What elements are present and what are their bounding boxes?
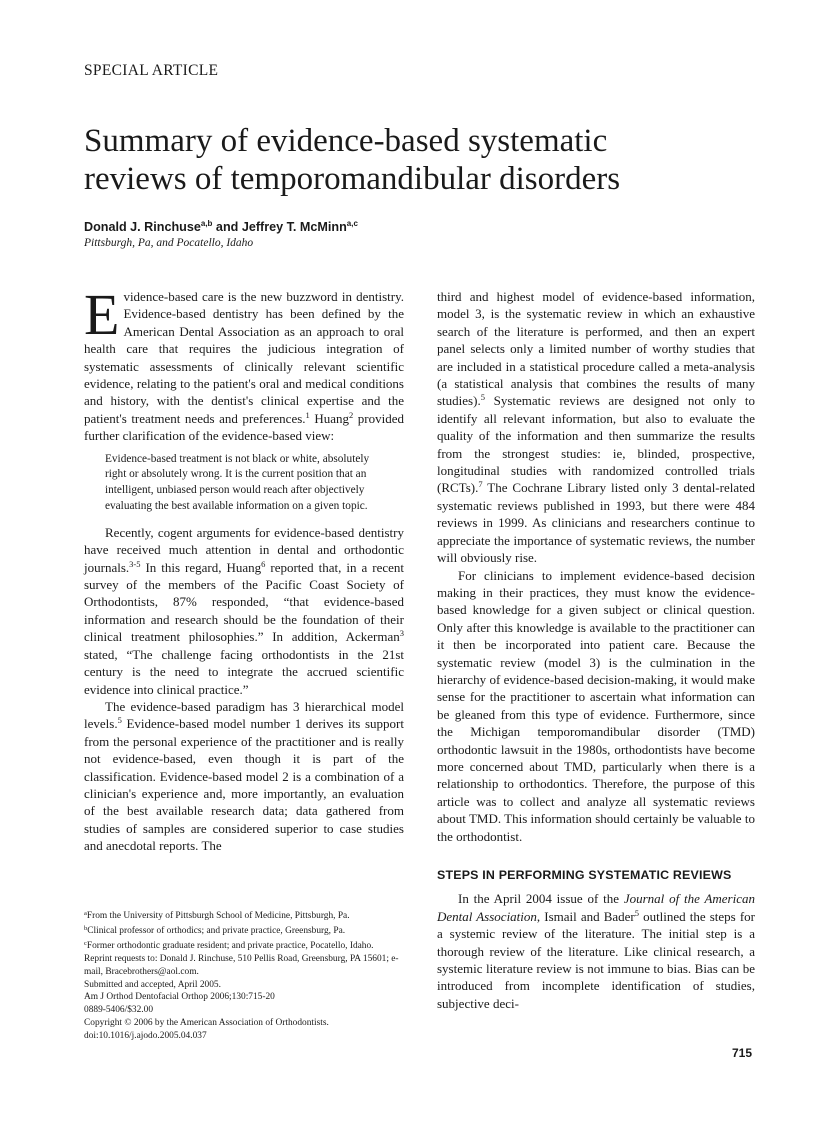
text-run: In this regard, Huang — [140, 559, 262, 575]
paragraph — [437, 288, 755, 567]
footnotes — [84, 908, 404, 1043]
right-column — [437, 288, 755, 1012]
reference-mark[interactable]: 5 — [117, 715, 122, 726]
journal-citation: Am J Orthod Dentofacial Orthop 2006;130:715-20 — [84, 992, 275, 1003]
article-title — [84, 122, 724, 198]
author-rinchuse: Donald J. Rinchuse — [84, 220, 201, 234]
text-run: third and highest model of evidence-based information, model 3, is the systematic review in which an exhaustive search of the literature is performed, and then an expert panel selects only a limited number of worthy studies that are included in a statistical procedure called a meta-analysis (a statistical analysis that combines the results of many studies). — [437, 289, 755, 409]
footnote-c — [84, 938, 404, 953]
doi[interactable]: doi:10.1016/j.ajodo.2005.04.037 — [84, 1031, 207, 1042]
text-run: outlined the steps for a systemic review of the literature. The initial step is a thorough review of the literature. Like clinical research, a systemic literature review is not immune to bias. Bias can be introduced from incomplete identification of studies, subjective deci- — [437, 908, 755, 1011]
text-run: reported that, in a recent survey of the members of the Pacific Coast Society of Orthodontists, 87% responded, “that evidence-based information and research should be the foundation of their clinical treatment philosophies.” In addition, Ackerman — [84, 559, 404, 645]
author-mcminn: and Jeffrey T. McMinn — [212, 220, 347, 234]
text-run: The evidence-based paradigm has 3 hierarchical model levels. — [84, 698, 404, 732]
reference-mark[interactable]: 6 — [261, 558, 266, 569]
text-run: , Ismail and Bader — [536, 908, 635, 924]
section-label: SPECIAL ARTICLE — [84, 62, 219, 79]
footnote-text: Former orthodontic graduate resident; and private practice, Pocatello, Idaho. — [86, 940, 374, 951]
text-run: In the April 2004 issue of the — [458, 891, 624, 907]
title-line-1: Summary of evidence-based systematic — [84, 123, 608, 159]
text-run: Recently, cogent arguments for evidence-based dentistry have received much attention in dental and orthodontic journals. — [84, 524, 404, 575]
section-heading: STEPS IN PERFORMING SYSTEMATIC REVIEWS — [437, 868, 732, 882]
footnote-a — [84, 908, 404, 923]
left-column — [84, 282, 404, 855]
paragraph — [437, 890, 755, 1012]
text-run: stated, “The challenge facing orthodontists in the 21st century is the need to integrate the accrued scientific evidence into clinical practice.” — [84, 646, 404, 697]
paragraph — [84, 698, 404, 855]
reference-mark[interactable]: 3-5 — [129, 558, 141, 569]
title-line-2: reviews of temporomandibular disorders — [84, 161, 621, 197]
reference-mark[interactable]: 5 — [480, 392, 485, 403]
footnote-mark: a — [84, 910, 87, 917]
issn-price: 0889-5406/$32.00 — [84, 1005, 154, 1016]
author-mcminn-affil: a,c — [346, 219, 358, 228]
reference-mark[interactable]: 1 — [305, 409, 310, 420]
author-affiliation: Pittsburgh, Pa, and Pocatello, Idaho — [84, 237, 254, 249]
reprint-requests: Reprint requests to: Donald J. Rinchuse, 510 Pellis Road, Greensburg, PA 15601; e-mail, Bracebrothers@aol.com. — [84, 953, 399, 977]
paragraph — [84, 524, 404, 698]
text-run: Evidence-based model number 1 derives its support from the personal experience of the practitioner and is really not evidence-based, even though it is part of the classification. Evidence-based model 2 is a combination of a clinician's experience and, more importantly, an evaluation of the best available research data; data gathered from studies of samples are considered superior to case studies and anecdotal reports. The — [84, 716, 404, 854]
copyright: Copyright © 2006 by the American Association of Orthodontists. — [84, 1018, 329, 1029]
footnote-mark: b — [84, 924, 88, 932]
footnote-b — [84, 923, 404, 938]
journal-name: Journal of the American Dental Association — [437, 891, 755, 924]
reference-mark[interactable]: 5 — [634, 907, 639, 918]
paragraph: For clinicians to implement evidence-based decision making in their practices, they must know the evidence-based knowledge for a given subject or clinical question. Only after this knowledge is available to the practitioner can it then be incorporated into patient care. Because the systematic review (model 3) is the culmination in the hierarchy of evidence-based decision-making, it would make sense for the practitioner to ascertain what information can be gleaned from this type of evidence. Furthermore, since the Michigan temporomandibular disorder (TMD) orthodontic lawsuit in the 1980s, orthodontists have become more concerned about TMD, particularly when there is a relationship to orthodontics. Therefore, the purpose of this article was to collect and analyze all systematic reviews about TMD. This information should certainly be valuable to the orthodontist. — [437, 567, 755, 844]
paragraph — [84, 282, 404, 445]
author-line — [84, 219, 358, 234]
block-quote: Evidence-based treatment is not black or white, absolutely right or absolutely wrong. It is the current position that an intelligent, unbiased person would reach after objectively evaluating the best available information on a given topic. — [105, 452, 370, 513]
footnote-text: Clinical professor of orthodics; and private practice, Greensburg, Pa. — [87, 925, 346, 936]
text-run: vidence-based care is the new buzzword in dentistry. Evidence-based dentistry has been defined by the American Dental Association as an approach to oral health care that requires the judicious integration of systematic assessments of clinically relevant scientific evidence, relating to the patient's oral and medical conditions and history, with the dentist's clinical expertise and the patient's treatment needs and preferences. — [84, 289, 404, 426]
reference-mark[interactable]: 2 — [348, 409, 354, 420]
footnote-text: From the University of Pittsburgh School of Medicine, Pittsburgh, Pa. — [86, 911, 350, 921]
text-run: provided further clarification of the evidence-based view: — [84, 410, 404, 444]
reference-mark[interactable]: 3 — [399, 628, 404, 639]
text-run: Huang — [309, 410, 349, 426]
author-rinchuse-affil: a,b — [200, 219, 213, 228]
drop-cap: E — [84, 282, 120, 347]
reference-mark[interactable]: 7 — [478, 479, 483, 490]
text-run: Systematic reviews are designed not only to identify all relevant information, but also to evaluate the quality of the information and then summarize the results from the strongest studies: ie, blinded, prospective, longitudinal studies with randomized controlled trials (RCTs). — [437, 393, 755, 496]
page-number: 715 — [732, 1046, 753, 1060]
footnote-mark: c — [84, 939, 87, 947]
submitted-date: Submitted and accepted, April 2005. — [84, 979, 221, 990]
text-run: The Cochrane Library listed only 3 dental-related systematic reviews published in 1993, but there were 484 reviews in 1999. As clinicians and researchers continue to appreciate the importance of systematic reviews, the number will obviously rise. — [437, 480, 755, 566]
